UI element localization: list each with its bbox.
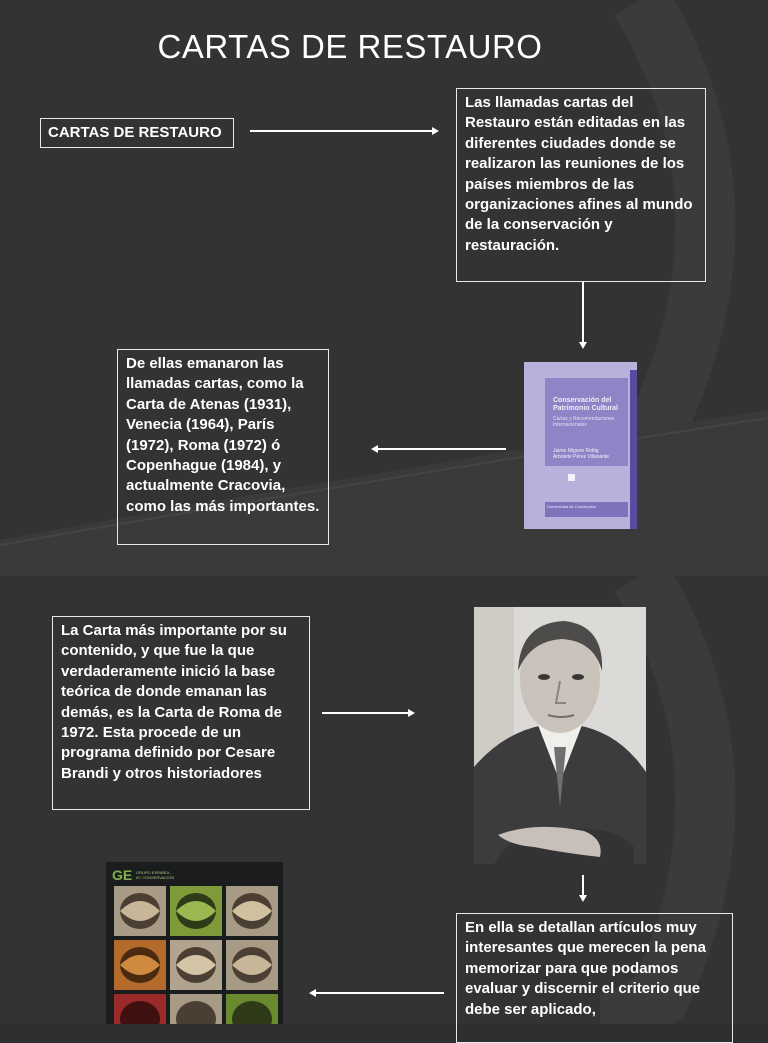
arrow-left-2 bbox=[308, 986, 446, 1000]
book-logo-text: GRUPO ESPAÑOL IIC CONSERVACIÓN bbox=[136, 870, 175, 880]
book-cover-title: Conservación del Patrimonio Cultural bbox=[553, 397, 618, 412]
intro-box bbox=[456, 88, 706, 282]
charters-box bbox=[117, 349, 329, 545]
arrow-down-2 bbox=[576, 875, 590, 903]
arrow-down bbox=[576, 282, 590, 350]
arrow-left bbox=[370, 442, 508, 456]
book-cover-subtitle: Cartas y Recomendaciones Internacionales bbox=[553, 416, 615, 428]
book-logo: GE bbox=[112, 867, 133, 883]
rome-box-text: La Carta más importante por su contenido, y que fue la que verdaderamente inició la base teórica de donde emanan las demás, es la Carta de Roma de 1972. Esta procede de un programa definido por Cesare Brandi y otros historiadores bbox=[61, 622, 287, 782]
portrait-illustration bbox=[474, 607, 646, 864]
rome-box bbox=[52, 616, 310, 810]
articles-box-text: En ella se detallan artículos muy interesantes que merecen la pena memorizar para que podamos evaluar y discernir el criterio que debe ser aplicado, bbox=[465, 919, 706, 1018]
charters-box-text: De ellas emanaron las llamadas cartas, como la Carta de Atenas (1931), Venecia (1964), París (1972), Roma (1972) ó Copenhague (1984), y actualmente Cracovia, como las más importantes. bbox=[126, 355, 320, 515]
portrait-photo bbox=[474, 607, 646, 864]
mosaic-tiles bbox=[106, 862, 283, 1024]
label-box bbox=[40, 118, 234, 148]
book-cover-authors: Jaime Migone Rettig Arbolete Pérez Villasante bbox=[553, 448, 610, 460]
slide-title: CARTAS DE RESTAURO bbox=[157, 28, 543, 65]
book-cover-image-2 bbox=[106, 862, 283, 1024]
intro-box-text: Las llamadas cartas del Restauro están editadas en las diferentes ciudades donde se realizaron las reuniones de los países miembros de las organizaciones afines al mundo de la conservación y restauración. bbox=[465, 94, 693, 254]
book-cover-publisher: Universidad de Concepción bbox=[545, 502, 628, 517]
book-cover-mark bbox=[568, 474, 575, 481]
book-cover-image bbox=[524, 362, 637, 529]
label-box-text: CARTAS DE RESTAURO bbox=[48, 124, 222, 141]
arrow-right bbox=[250, 124, 440, 138]
arrow-right-2 bbox=[322, 706, 416, 720]
book-spine bbox=[630, 370, 637, 529]
